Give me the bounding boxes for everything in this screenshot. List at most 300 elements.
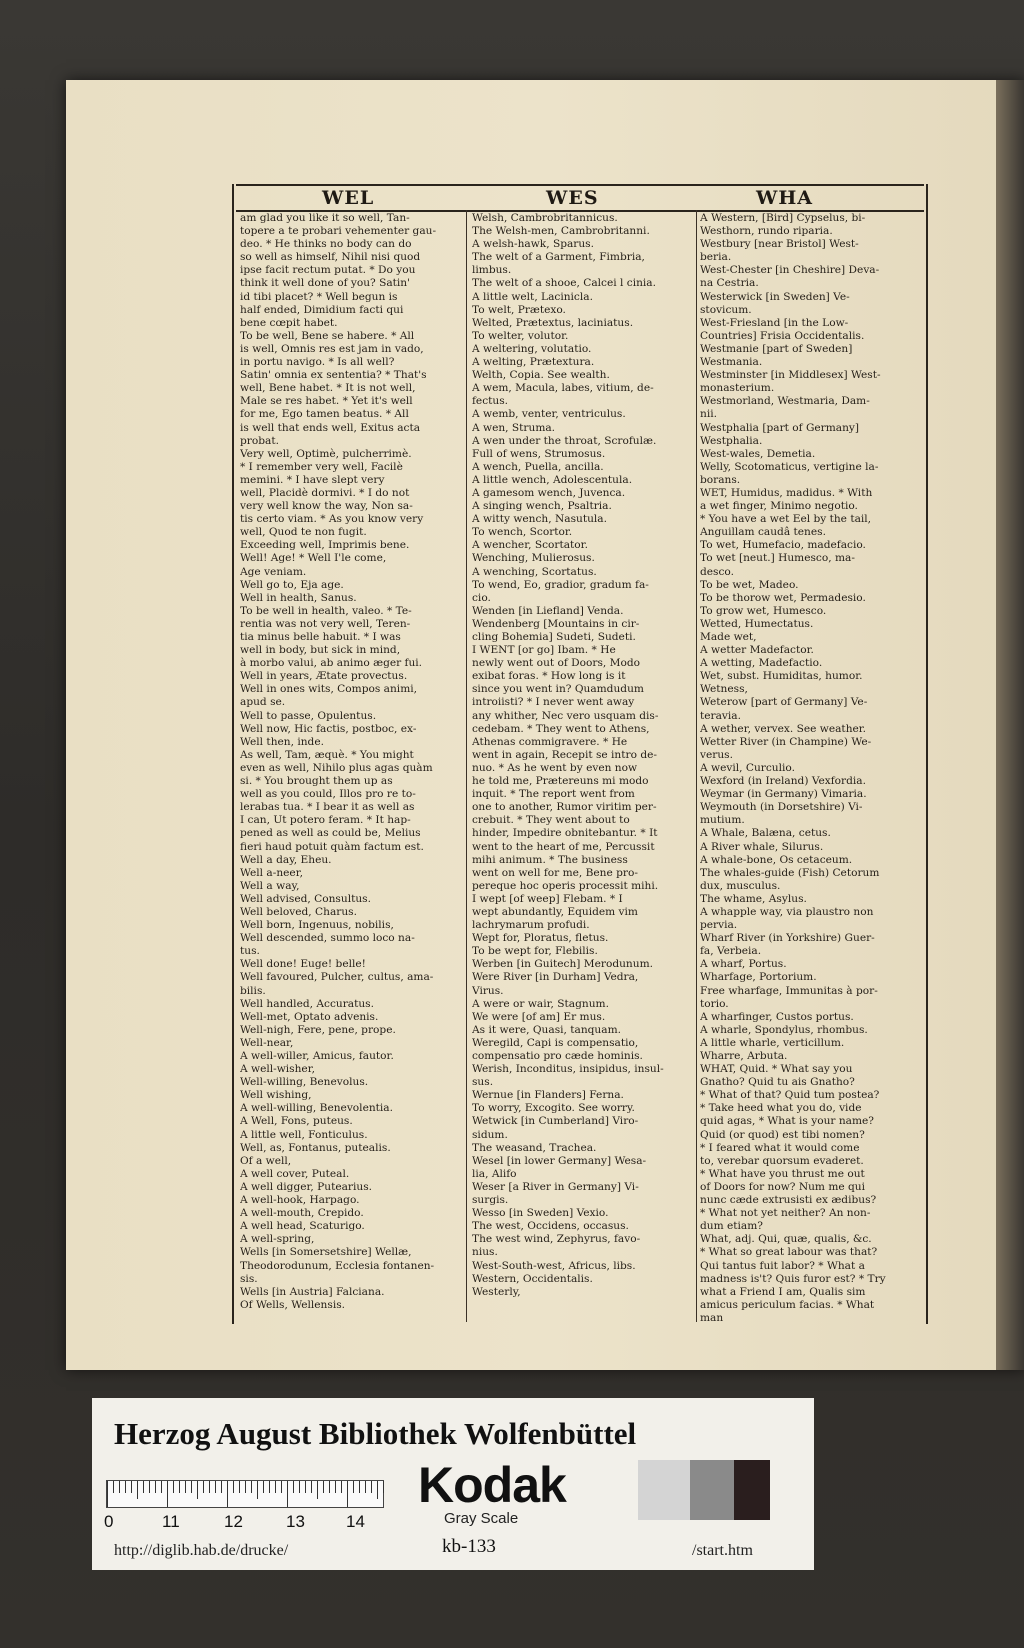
dictionary-line: A little welt, Lacinicla. xyxy=(472,290,593,303)
dictionary-line: * What of that? Quid tum postea? xyxy=(700,1089,880,1102)
dictionary-line: A witty wench, Nasutula. xyxy=(472,513,607,526)
dictionary-line: Quid (or quod) est tibi nomen? xyxy=(700,1128,865,1141)
dictionary-line: A well-mouth, Crepido. xyxy=(240,1207,364,1220)
dictionary-line: Westbury [near Bristol] West- xyxy=(700,238,859,251)
dictionary-line: Westmorland, Westmaria, Dam- xyxy=(700,395,870,408)
dictionary-line: To welt, Prætexo. xyxy=(472,303,566,316)
ruler-tick xyxy=(335,1481,336,1493)
dictionary-line: he told me, Prætereuns mi modo xyxy=(472,775,649,788)
ruler-tick xyxy=(323,1481,324,1493)
dictionary-line: deo. * He thinks no body can do xyxy=(240,238,412,251)
dictionary-line: Wetter River (in Champine) We- xyxy=(700,735,872,748)
dictionary-line: crebuit. * They went about to xyxy=(472,814,630,827)
dictionary-line: West-South-west, Africus, libs. xyxy=(472,1259,636,1272)
dictionary-line: memini. * I have slept very xyxy=(240,473,385,486)
dictionary-line: Qui tantus fuit labor? * What a xyxy=(700,1259,865,1272)
header-right-word: WHA xyxy=(756,187,814,209)
ruler-tick xyxy=(317,1481,318,1499)
dictionary-line: compensatio pro cæde hominis. xyxy=(472,1050,643,1062)
dictionary-column-2 xyxy=(472,212,694,1322)
dictionary-line: Well descended, summo loco na- xyxy=(240,932,415,945)
header-center-word: WES xyxy=(546,187,599,209)
dictionary-line: si. * You brought them up as xyxy=(240,775,393,788)
dictionary-line: newly went out of Doors, Modo xyxy=(472,657,641,670)
dictionary-line: A wem, Macula, labes, vitium, de- xyxy=(472,382,654,395)
dictionary-line: Well-near, xyxy=(240,1036,294,1049)
dictionary-line: Well in ones wits, Compos animi, xyxy=(240,683,417,696)
dictionary-line: A little well, Fonticulus. xyxy=(240,1128,368,1141)
dictionary-line: cling Bohemia] Sudeti, Sudeti. xyxy=(472,631,636,643)
dictionary-line: Wesel [in lower Germany] Wesa- xyxy=(472,1154,647,1167)
ruler-tick xyxy=(383,1481,384,1493)
ruler-tick xyxy=(131,1481,132,1493)
dictionary-line: Westhorn, rundo riparia. xyxy=(700,225,833,238)
dictionary-line: A whale-bone, Os cetaceum. xyxy=(700,853,853,866)
dictionary-line: is well, Omnis res est jam in vado, xyxy=(240,342,424,355)
ruler-tick xyxy=(341,1481,342,1493)
ruler-tick xyxy=(353,1481,354,1493)
ruler-label: 0 xyxy=(104,1512,114,1531)
dictionary-line: A wenching, Scortatus. xyxy=(472,565,597,578)
dictionary-line: wept abundantly, Equidem vim xyxy=(472,905,638,918)
dictionary-line: tis certo viam. * As you know very xyxy=(240,513,424,526)
dictionary-line: To worry, Excogito. See worry. xyxy=(472,1102,635,1115)
dictionary-line: Well beloved, Charus. xyxy=(240,905,357,918)
dictionary-line: A wharle, Spondylus, rhombus. xyxy=(700,1023,868,1036)
ruler-tick xyxy=(245,1481,246,1493)
dictionary-line: West-Chester [in Cheshire] Deva- xyxy=(700,264,880,277)
dictionary-line: Well to passe, Opulentus. xyxy=(240,709,377,722)
dictionary-line: Were River [in Durham] Vedra, xyxy=(472,971,639,984)
dictionary-line: nius. xyxy=(472,1246,498,1259)
dictionary-line: Westerly, xyxy=(472,1285,521,1298)
dictionary-line: A weltering, volutatio. xyxy=(472,342,592,355)
dictionary-line: desco. xyxy=(700,565,734,578)
dictionary-line: well, Quod te non fugit. xyxy=(240,526,367,539)
dictionary-line: Well handled, Accuratus. xyxy=(240,997,374,1010)
gray-swatch-dark xyxy=(734,1460,770,1520)
dictionary-line: torio. xyxy=(700,997,729,1010)
dictionary-line: The whales-guide (Fish) Cetorum xyxy=(700,866,880,879)
dictionary-line: monasterium. xyxy=(700,382,775,395)
dictionary-line: Westminster [in Middlesex] West- xyxy=(700,369,881,382)
dictionary-line: To wet, Humefacio, madefacio. xyxy=(700,539,866,552)
dictionary-line: Welted, Prætextus, laciniatus. xyxy=(472,316,634,329)
dictionary-line: well, Bene habet. * It is not well, xyxy=(240,382,416,395)
dictionary-line: A singing wench, Psaltria. xyxy=(472,500,612,513)
dictionary-line: Well favoured, Pulcher, cultus, ama- xyxy=(240,971,434,984)
dictionary-line: Westphalia [part of Germany] xyxy=(700,421,860,434)
ruler-tick xyxy=(347,1481,348,1507)
dictionary-line: Well, as, Fontanus, putealis. xyxy=(240,1141,391,1154)
dictionary-line: A well head, Scaturigo. xyxy=(240,1220,365,1233)
dictionary-line: to, verebar quorsum evaderet. xyxy=(700,1154,864,1167)
shelfmark: kb-133 xyxy=(442,1536,496,1557)
dictionary-line: To be well in health, valeo. * Te- xyxy=(240,604,412,617)
dictionary-line: A well-willing, Benevolentia. xyxy=(240,1102,393,1115)
ruler-tick xyxy=(269,1481,270,1493)
dictionary-line: Wetwick [in Cumberland] Viro- xyxy=(472,1115,639,1128)
dictionary-line: sis. xyxy=(240,1272,258,1285)
dictionary-line: nunc cæde extrusisti ex ædibus? xyxy=(700,1194,877,1207)
ruler-tick xyxy=(299,1481,300,1493)
dictionary-line: Wesso [in Sweden] Vexio. xyxy=(472,1207,609,1220)
dictionary-line: lachrymarum profudi. xyxy=(472,919,590,932)
dictionary-line: Well advised, Consultus. xyxy=(240,892,371,905)
ruler-tick xyxy=(161,1481,162,1493)
dictionary-line: dum etiam? xyxy=(700,1220,763,1233)
dictionary-line: introiisti? * I never went away xyxy=(472,696,635,709)
dictionary-line: As well, Tam, æquè. * You might xyxy=(240,748,414,761)
ruler-tick xyxy=(173,1481,174,1493)
ruler-tick xyxy=(167,1481,168,1507)
dictionary-line: bilis. xyxy=(240,984,266,997)
ruler-tick xyxy=(305,1481,306,1493)
dictionary-line: A whapple way, via plaustro non xyxy=(700,905,874,918)
dictionary-line: probat. xyxy=(240,434,279,447)
page-frame-left xyxy=(232,184,234,1324)
dictionary-line: Well then, inde. xyxy=(240,735,324,748)
dictionary-line: borans. xyxy=(700,473,741,486)
dictionary-line: pereque hoc operis processit mihi. xyxy=(472,879,659,892)
dictionary-line: Gnatho? Quid tu ais Gnatho? xyxy=(700,1076,855,1089)
dictionary-line: Wenching, Mulierosus. xyxy=(472,552,595,565)
dictionary-line: A wharfinger, Custos portus. xyxy=(700,1010,854,1023)
dictionary-line: well as you could, Illos pro re to- xyxy=(240,788,416,801)
dictionary-line: A Well, Fons, puteus. xyxy=(240,1115,353,1128)
dictionary-line: Westerwick [in Sweden] Ve- xyxy=(700,290,850,303)
ruler-tick xyxy=(365,1481,366,1493)
ruler-tick xyxy=(149,1481,150,1493)
dictionary-line: Wendenberg [Mountains in cir- xyxy=(472,617,640,630)
column-rule-2 xyxy=(696,210,697,1322)
dictionary-column-1 xyxy=(240,212,460,1322)
dictionary-line: lia, Alifo xyxy=(472,1167,517,1180)
dictionary-line: * What so great labour was that? xyxy=(700,1246,878,1259)
dictionary-line: To be well, Bene se habere. * All xyxy=(240,329,415,342)
ruler-tick xyxy=(227,1481,228,1507)
dictionary-line: think it well done of you? Satin' xyxy=(240,277,411,290)
dictionary-line: A wevil, Curculio. xyxy=(700,761,795,774)
dictionary-line: Wharf River (in Yorkshire) Guer- xyxy=(700,932,875,945)
dictionary-line: Well go to, Eja age. xyxy=(240,578,344,591)
url-right: /start.htm xyxy=(692,1542,753,1559)
ruler-tick xyxy=(179,1481,180,1493)
dictionary-line: Well now, Hic factis, postboc, ex- xyxy=(240,722,417,735)
dictionary-line: Welly, Scotomaticus, vertigine la- xyxy=(700,460,879,473)
ruler-label: 14 xyxy=(346,1512,365,1531)
dictionary-line: A welsh-hawk, Sparus. xyxy=(472,238,594,251)
ruler-tick xyxy=(221,1481,222,1493)
dictionary-line: Well in health, Sanus. xyxy=(240,591,357,604)
dictionary-line: Well-nigh, Fere, pene, prope. xyxy=(240,1023,396,1036)
dictionary-line: Well born, Ingenuus, nobilis, xyxy=(240,919,394,932)
dictionary-line: Exceeding well, Imprimis bene. xyxy=(240,539,410,552)
page-edge xyxy=(996,80,1024,1370)
dictionary-line: madness is't? Quis furor est? * Try xyxy=(700,1272,886,1285)
dictionary-line: Well-met, Optato advenis. xyxy=(240,1010,379,1023)
ruler-tick xyxy=(185,1481,186,1493)
dictionary-line: To welter, volutor. xyxy=(472,329,569,342)
dictionary-line: Westmania. xyxy=(700,356,763,369)
dictionary-line: Theodorodunum, Ecclesia fontanen- xyxy=(240,1259,435,1272)
dictionary-line: To wet [neut.] Humesco, ma- xyxy=(700,552,855,565)
dictionary-line: ipse facit rectum putat. * Do you xyxy=(240,264,416,277)
dictionary-line: since you went in? Quamdudum xyxy=(472,683,644,696)
dictionary-line: apud se. xyxy=(240,696,286,709)
dictionary-line: cio. xyxy=(472,591,491,604)
dictionary-line: Wet, subst. Humiditas, humor. xyxy=(700,670,863,683)
dictionary-line: cedebam. * They went to Athens, xyxy=(472,722,650,735)
dictionary-line: tus. xyxy=(240,945,260,958)
dictionary-line: went on well for me, Bene pro- xyxy=(472,866,638,879)
ruler-tick xyxy=(143,1481,144,1493)
dictionary-line: Well wishing, xyxy=(240,1089,312,1102)
dictionary-line: Anguillam caudâ tenes. xyxy=(700,526,826,539)
dictionary-column-3 xyxy=(700,212,924,1322)
gray-swatch-light xyxy=(638,1460,690,1520)
ruler-tick xyxy=(155,1481,156,1493)
dictionary-line: mutium. xyxy=(700,814,745,827)
dictionary-line: Wharfage, Portorium. xyxy=(700,971,817,984)
dictionary-line: dux, musculus. xyxy=(700,879,781,892)
dictionary-line: A well cover, Puteal. xyxy=(240,1167,350,1180)
dictionary-line: for me, Ego tamen beatus. * All xyxy=(240,408,409,421)
dictionary-line: am glad you like it so well, Tan- xyxy=(240,212,410,224)
dictionary-line: As it were, Quasi, tanquam. xyxy=(472,1023,621,1036)
dictionary-line: * What have you thrust me out xyxy=(700,1167,865,1180)
dictionary-line: A Whale, Balæna, cetus. xyxy=(700,827,831,840)
dictionary-line: Well a way, xyxy=(240,879,300,892)
running-header xyxy=(236,184,924,212)
dictionary-line: * What not yet neither? An non- xyxy=(700,1207,871,1220)
dictionary-line: nii. xyxy=(700,408,717,421)
dictionary-line: topere a te probari vehementer gau- xyxy=(240,225,437,238)
dictionary-line: I wept [of weep] Flebam. * I xyxy=(472,892,623,905)
dictionary-line: To be thorow wet, Permadesio. xyxy=(700,591,866,604)
ruler-tick xyxy=(251,1481,252,1493)
ruler-tick xyxy=(311,1481,312,1493)
library-name: Herzog August Bibliothek Wolfenbüttel xyxy=(114,1416,637,1451)
ruler-tick xyxy=(257,1481,258,1499)
dictionary-line: sus. xyxy=(472,1076,494,1089)
dictionary-line: A well-wisher, xyxy=(240,1063,315,1076)
dictionary-line: Well a day, Eheu. xyxy=(240,853,332,866)
dictionary-line: Wenden [in Liefland] Venda. xyxy=(472,604,624,617)
dictionary-line: What, adj. Qui, quæ, qualis, &c. xyxy=(700,1233,872,1246)
dictionary-line: sidum. xyxy=(472,1128,508,1141)
dictionary-line: The west, Occidens, occasus. xyxy=(472,1220,629,1233)
dictionary-line: The west wind, Zephyrus, favo- xyxy=(472,1233,641,1246)
dictionary-line: very well know the way, Non sa- xyxy=(240,500,413,513)
dictionary-line: Of a well, xyxy=(240,1154,292,1167)
dictionary-line: so well as himself, Nihil nisi quod xyxy=(240,251,421,264)
dictionary-line: Werish, Inconditus, insipidus, insul- xyxy=(472,1063,664,1076)
dictionary-line: id tibi placet? * Well begun is xyxy=(240,290,398,303)
dictionary-line: fa, Verbeia. xyxy=(700,945,762,958)
dictionary-line: one to another, Rumor viritim per- xyxy=(472,801,657,814)
dictionary-line: quid agas, * What is your name? xyxy=(700,1115,874,1128)
dictionary-line: tia minus belle habuit. * I was xyxy=(240,631,401,643)
dictionary-line: A well-willer, Amicus, fautor. xyxy=(240,1050,394,1062)
ruler-tick xyxy=(263,1481,264,1493)
ruler-tick xyxy=(119,1481,120,1493)
dictionary-line: To be wept for, Flebilis. xyxy=(472,945,598,958)
page-frame-right xyxy=(926,184,928,1324)
dictionary-line: à morbo valui, ab animo æger fui. xyxy=(240,657,423,670)
ruler-tick xyxy=(203,1481,204,1493)
dictionary-line: fectus. xyxy=(472,395,509,408)
dictionary-line: na Cestria. xyxy=(700,277,759,290)
dictionary-line: pervia. xyxy=(700,919,738,932)
dictionary-line: Very well, Optimè, pulcherrimè. xyxy=(240,447,412,460)
dictionary-line: Wept for, Ploratus, fletus. xyxy=(472,932,609,945)
dictionary-line: lerabas tua. * I bear it as well as xyxy=(240,801,415,814)
dictionary-line: A little wharle, verticillum. xyxy=(700,1036,845,1049)
dictionary-line: A welting, Prætextura. xyxy=(472,356,595,369)
ruler-tick xyxy=(287,1481,288,1507)
dictionary-line: The weasand, Trachea. xyxy=(472,1141,597,1154)
dictionary-line: Well a-neer, xyxy=(240,866,303,879)
dictionary-line: WHAT, Quid. * What say you xyxy=(700,1063,853,1076)
dictionary-line: half ended, Dimidium facti qui xyxy=(240,303,404,316)
ruler-tick xyxy=(293,1481,294,1493)
dictionary-line: went in again, Recepit se intro de- xyxy=(472,748,657,761)
dictionary-line: Full of wens, Strumosus. xyxy=(472,447,606,460)
dictionary-line: A well-hook, Harpago. xyxy=(240,1194,360,1207)
dictionary-line: beria. xyxy=(700,251,732,264)
dictionary-line: The Welsh-men, Cambrobritanni. xyxy=(472,225,650,238)
dictionary-line: inquit. * The report went from xyxy=(472,788,635,801)
dictionary-line: a wet finger, Minimo negotio. xyxy=(700,500,858,513)
dictionary-line: Welsh, Cambrobritannicus. xyxy=(472,212,618,224)
dictionary-line: Virus. xyxy=(472,984,504,997)
dictionary-line: nuo. * As he went by even now xyxy=(472,761,638,774)
dictionary-line: A well-spring, xyxy=(240,1233,315,1246)
ruler-label: 13 xyxy=(286,1512,305,1531)
dictionary-line: Of Wells, Wellensis. xyxy=(240,1298,346,1311)
gray-swatch-mid xyxy=(690,1460,734,1520)
dictionary-line: Free wharfage, Immunitas à por- xyxy=(700,984,878,997)
dictionary-line: well in body, but sick in mind, xyxy=(240,644,401,657)
ruler-tick xyxy=(107,1481,108,1507)
dictionary-line: stovicum. xyxy=(700,303,752,316)
ruler-tick xyxy=(359,1481,360,1493)
dictionary-line: To wench, Scortor. xyxy=(472,526,573,539)
dictionary-line: A wether, vervex. See weather. xyxy=(700,722,867,735)
dictionary-line: fieri haud potuit quàm factum est. xyxy=(240,840,424,853)
dictionary-line: A well digger, Putearius. xyxy=(240,1180,373,1193)
dictionary-line: Westmanie [part of Sweden] xyxy=(700,342,853,355)
dictionary-line: hinder, Impedire obnitebantur. * It xyxy=(472,827,658,840)
dictionary-line: To grow wet, Humesco. xyxy=(700,604,827,617)
dictionary-line: A gamesom wench, Juvenca. xyxy=(472,486,626,499)
dictionary-line: * I feared what it would come xyxy=(700,1141,860,1154)
dictionary-line: A wetting, Madefactio. xyxy=(700,657,823,670)
dictionary-line: To be wet, Madeo. xyxy=(700,578,799,591)
dictionary-line: what a Friend I am, Qualis sim xyxy=(700,1285,866,1298)
dictionary-line: Countries] Frisia Occidentalis. xyxy=(700,329,865,342)
dictionary-line: A River whale, Silurus. xyxy=(700,840,824,853)
dictionary-line: * You have a wet Eel by the tail, xyxy=(700,513,872,526)
ruler-tick xyxy=(137,1481,138,1499)
dictionary-line: West-wales, Demetia. xyxy=(700,447,816,460)
dictionary-line: West-Friesland [in the Low- xyxy=(700,316,849,329)
dictionary-line: Athenas commigravere. * He xyxy=(472,735,628,748)
ruler-tick xyxy=(233,1481,234,1493)
dictionary-line: * Take heed what you do, vide xyxy=(700,1102,862,1115)
dictionary-line: To wend, Eo, gradior, gradum fa- xyxy=(472,578,649,591)
dictionary-line: any whither, Nec vero usquam dis- xyxy=(472,709,659,722)
dictionary-line: Made wet, xyxy=(700,631,757,643)
dictionary-line: The welt of a Garment, Fimbria, xyxy=(472,251,645,264)
ruler-label: 11 xyxy=(162,1512,180,1531)
dictionary-line: Weymouth (in Dorsetshire) Vi- xyxy=(700,801,863,814)
ruler-tick xyxy=(191,1481,192,1493)
dictionary-line: Wells [in Somersetshire] Wellæ, xyxy=(240,1246,412,1259)
dictionary-line: Wharre, Arbuta. xyxy=(700,1050,788,1062)
dictionary-line: Weymar (in Germany) Vimaria. xyxy=(700,788,867,801)
ruler-tick xyxy=(125,1481,126,1493)
dictionary-line: amicus periculum facias. * What xyxy=(700,1298,875,1311)
dictionary-line: Weregild, Capi is compensatio, xyxy=(472,1036,639,1049)
dictionary-line: A wencher, Scortator. xyxy=(472,539,588,552)
dictionary-line: Well done! Euge! belle! xyxy=(240,958,366,971)
dictionary-line: man xyxy=(700,1311,724,1322)
dictionary-line: is well that ends well, Exitus acta xyxy=(240,421,421,434)
dictionary-line: mihi animum. * The business xyxy=(472,853,628,866)
dictionary-line: Weser [a River in Germany] Vi- xyxy=(472,1180,639,1193)
dictionary-line: A wen under the throat, Scrofulæ. xyxy=(472,434,657,447)
dictionary-line: We were [of am] Er mus. xyxy=(472,1010,606,1023)
dictionary-line: A wemb, venter, ventriculus. xyxy=(472,408,626,421)
ruler-tick xyxy=(113,1481,114,1493)
dictionary-line: The whame, Asylus. xyxy=(700,892,807,905)
dictionary-line: bene cœpit habet. xyxy=(240,316,338,329)
ruler-tick xyxy=(371,1481,372,1493)
ruler-tick xyxy=(329,1481,330,1493)
dictionary-line: Western, Occidentalis. xyxy=(472,1272,593,1285)
dictionary-line: I can, Ut potero feram. * It hap- xyxy=(240,814,411,827)
gray-scale-label: Gray Scale xyxy=(444,1510,519,1527)
dictionary-line: Wetted, Humectatus. xyxy=(700,617,814,630)
dictionary-line: rentia was not very well, Teren- xyxy=(240,617,411,630)
dictionary-line: Well-willing, Benevolus. xyxy=(240,1076,369,1089)
dictionary-line: A wench, Puella, ancilla. xyxy=(472,460,604,473)
kodak-logo: Kodak xyxy=(418,1457,566,1513)
dictionary-line: in portu navigo. * Is all well? xyxy=(240,356,395,369)
dictionary-line: went to the heart of me, Percussit xyxy=(472,840,655,853)
dictionary-line: The welt of a shooe, Calcei l cinia. xyxy=(472,277,656,290)
dictionary-line: Westphalia. xyxy=(700,434,763,447)
dictionary-line: well, Placidè dormivi. * I do not xyxy=(240,486,410,499)
dictionary-line: Wetness, xyxy=(700,683,748,696)
ruler-label: 12 xyxy=(224,1512,243,1531)
dictionary-line: Weterow [part of Germany] Ve- xyxy=(700,696,868,709)
ruler-tick xyxy=(209,1481,210,1493)
header-left-word: WEL xyxy=(322,187,375,209)
column-rule-1 xyxy=(466,210,467,1322)
dictionary-line: A little wench, Adolescentula. xyxy=(472,473,633,486)
dictionary-line: exibat foras. * How long is it xyxy=(472,670,626,683)
dictionary-line: even as well, Nihilo plus agas quàm xyxy=(240,761,433,774)
dictionary-line: Age veniam. xyxy=(240,565,307,578)
dictionary-line: Satin' omnia ex sententia? * That's xyxy=(240,369,427,382)
dictionary-line: of Doors for now? Num me qui xyxy=(700,1180,866,1193)
ruler-tick xyxy=(239,1481,240,1493)
dictionary-line: Welth, Copia. See wealth. xyxy=(472,369,610,382)
url-left: http://diglib.hab.de/drucke/ xyxy=(114,1542,289,1559)
